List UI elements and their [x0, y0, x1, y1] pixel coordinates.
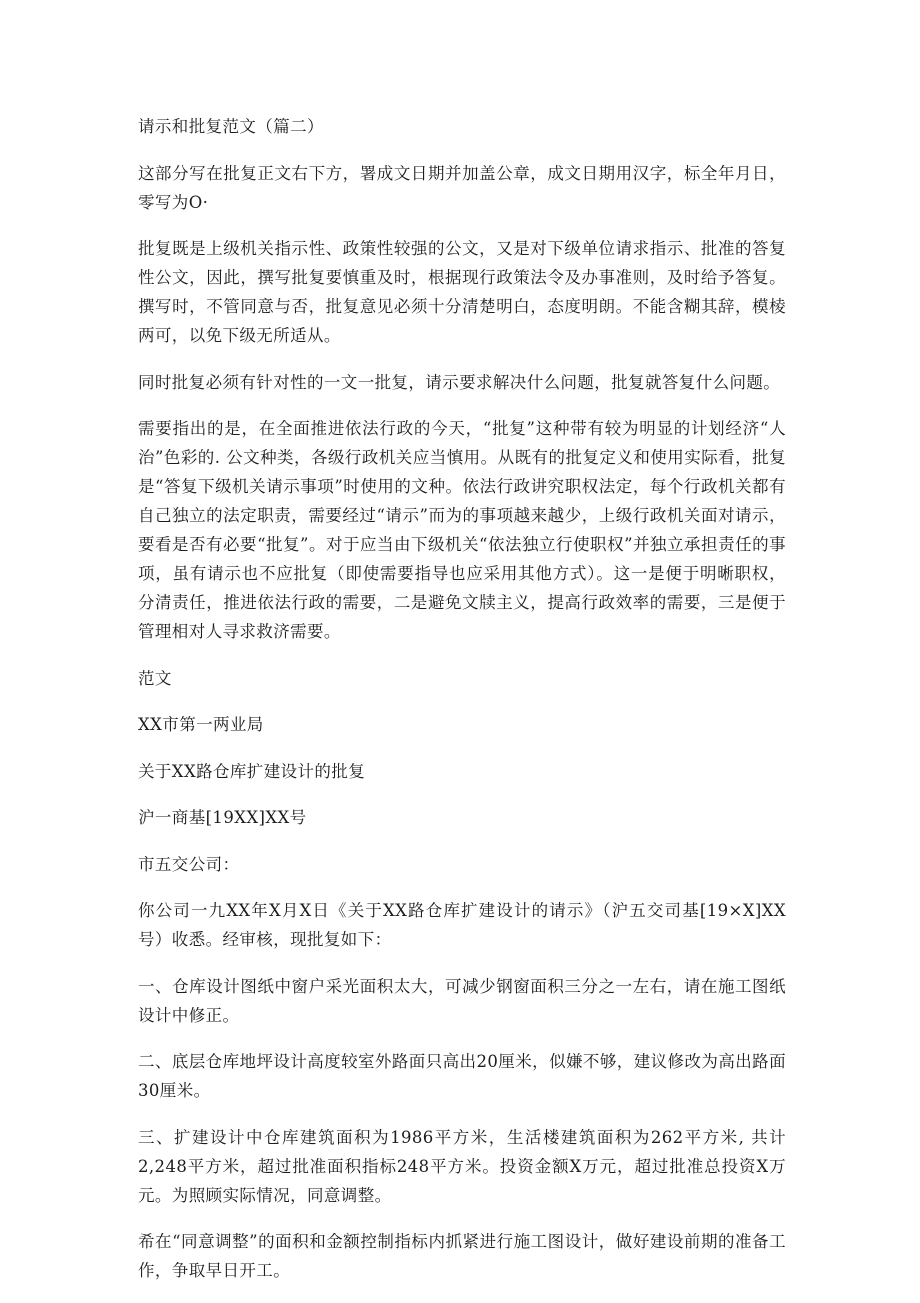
paragraph-signature-date: 这部分写在批复正文右下方，署成文日期并加盖公章，成文日期用汉字，标全年月日，零写为O· — [138, 163, 786, 212]
paragraph-reply-title: 关于XX路仓库扩建设计的批复 — [138, 761, 366, 781]
paragraph-addressee: 市五交公司： — [138, 854, 240, 874]
paragraph-item-two: 二、底层仓库地坪设计高度较室外路面只高出20厘米，似嫌不够，建议修改为高出路面30厘米。 — [138, 1052, 786, 1100]
paragraph-item-three: 三、扩建设计中仓库建筑面积为1986平方米，生活楼建筑面积为262平方米, 共计2,248平方米，超过批准面积指标248平方米。投资金额X万元，超过批准总投资X万元。为照顾实际情况，同意调整。 — [138, 1127, 786, 1205]
paragraph-receipt: 你公司一九XX年X月X日《关于XX路仓库扩建设计的请示》（沪五交司基[19×X]XX号）收悉。经审核，现批复如下： — [138, 901, 786, 949]
paragraph-item-one: 一、仓库设计图纸中窗户采光面积太大，可减少钢窗面积三分之一左右，请在施工图纸设计中修正。 — [138, 976, 786, 1025]
paragraph-doc-number: 沪一商基[19XX]XX号 — [138, 808, 307, 827]
paragraph-reply-definition: 批复既是上级机关指示性、政策性较强的公文，又是对下级单位请求指示、批准的答复性公文，因此，撰写批复要慎重及时，根据现行政策法令及办事准则，及时给予答复。撰写时，不管同意与否，批复意见必须十分清楚明白，态度明朗。不能含糊其辞，模棱两可，以免下级无所适从。 — [138, 239, 786, 345]
document-title: 请示和批复范文（篇二） — [138, 117, 324, 136]
paragraph-one-reply: 同时批复必须有针对性的一文一批复，请示要求解决什么问题，批复就答复什么问题。 — [138, 372, 781, 392]
paragraph-notes: 需要指出的是，在全面推进依法行政的今天，“批复”这种带有较为明显的计划经济“人治”色彩的. 公文种类，各级行政机关应当慎用。从既有的批复定义和使用实际看，批复是“答复下级机关请示事项”时使用的文种。依法行政讲究职权法定，每个行政机关都有自己独立的法定职责，需要经过“请示”而为的事项越来越少，上级行政机关面对请示，要看是否有必要“批复”。对于应当由下级机关“依法独立行使职权”并独立承担责任的事项，虽有请示也不应批复（即使需要指导也应采用其他方式）。这一是便于明晰职权，分清责任，推进依法行政的需要，二是避免文牍主义，提高行政效率的需要，三是便于管理相对人寻求救济需要。 — [138, 419, 786, 641]
paragraph-sample-heading: 范文 — [138, 668, 172, 688]
paragraph-issuer: XX市第一两业局 — [138, 715, 264, 734]
paragraph-closing: 希在“同意调整”的面积和金额控制指标内抓紧进行施工图设计，做好建设前期的准备工作，争取早日开工。 — [138, 1232, 786, 1280]
document-body — [138, 112, 786, 1303]
